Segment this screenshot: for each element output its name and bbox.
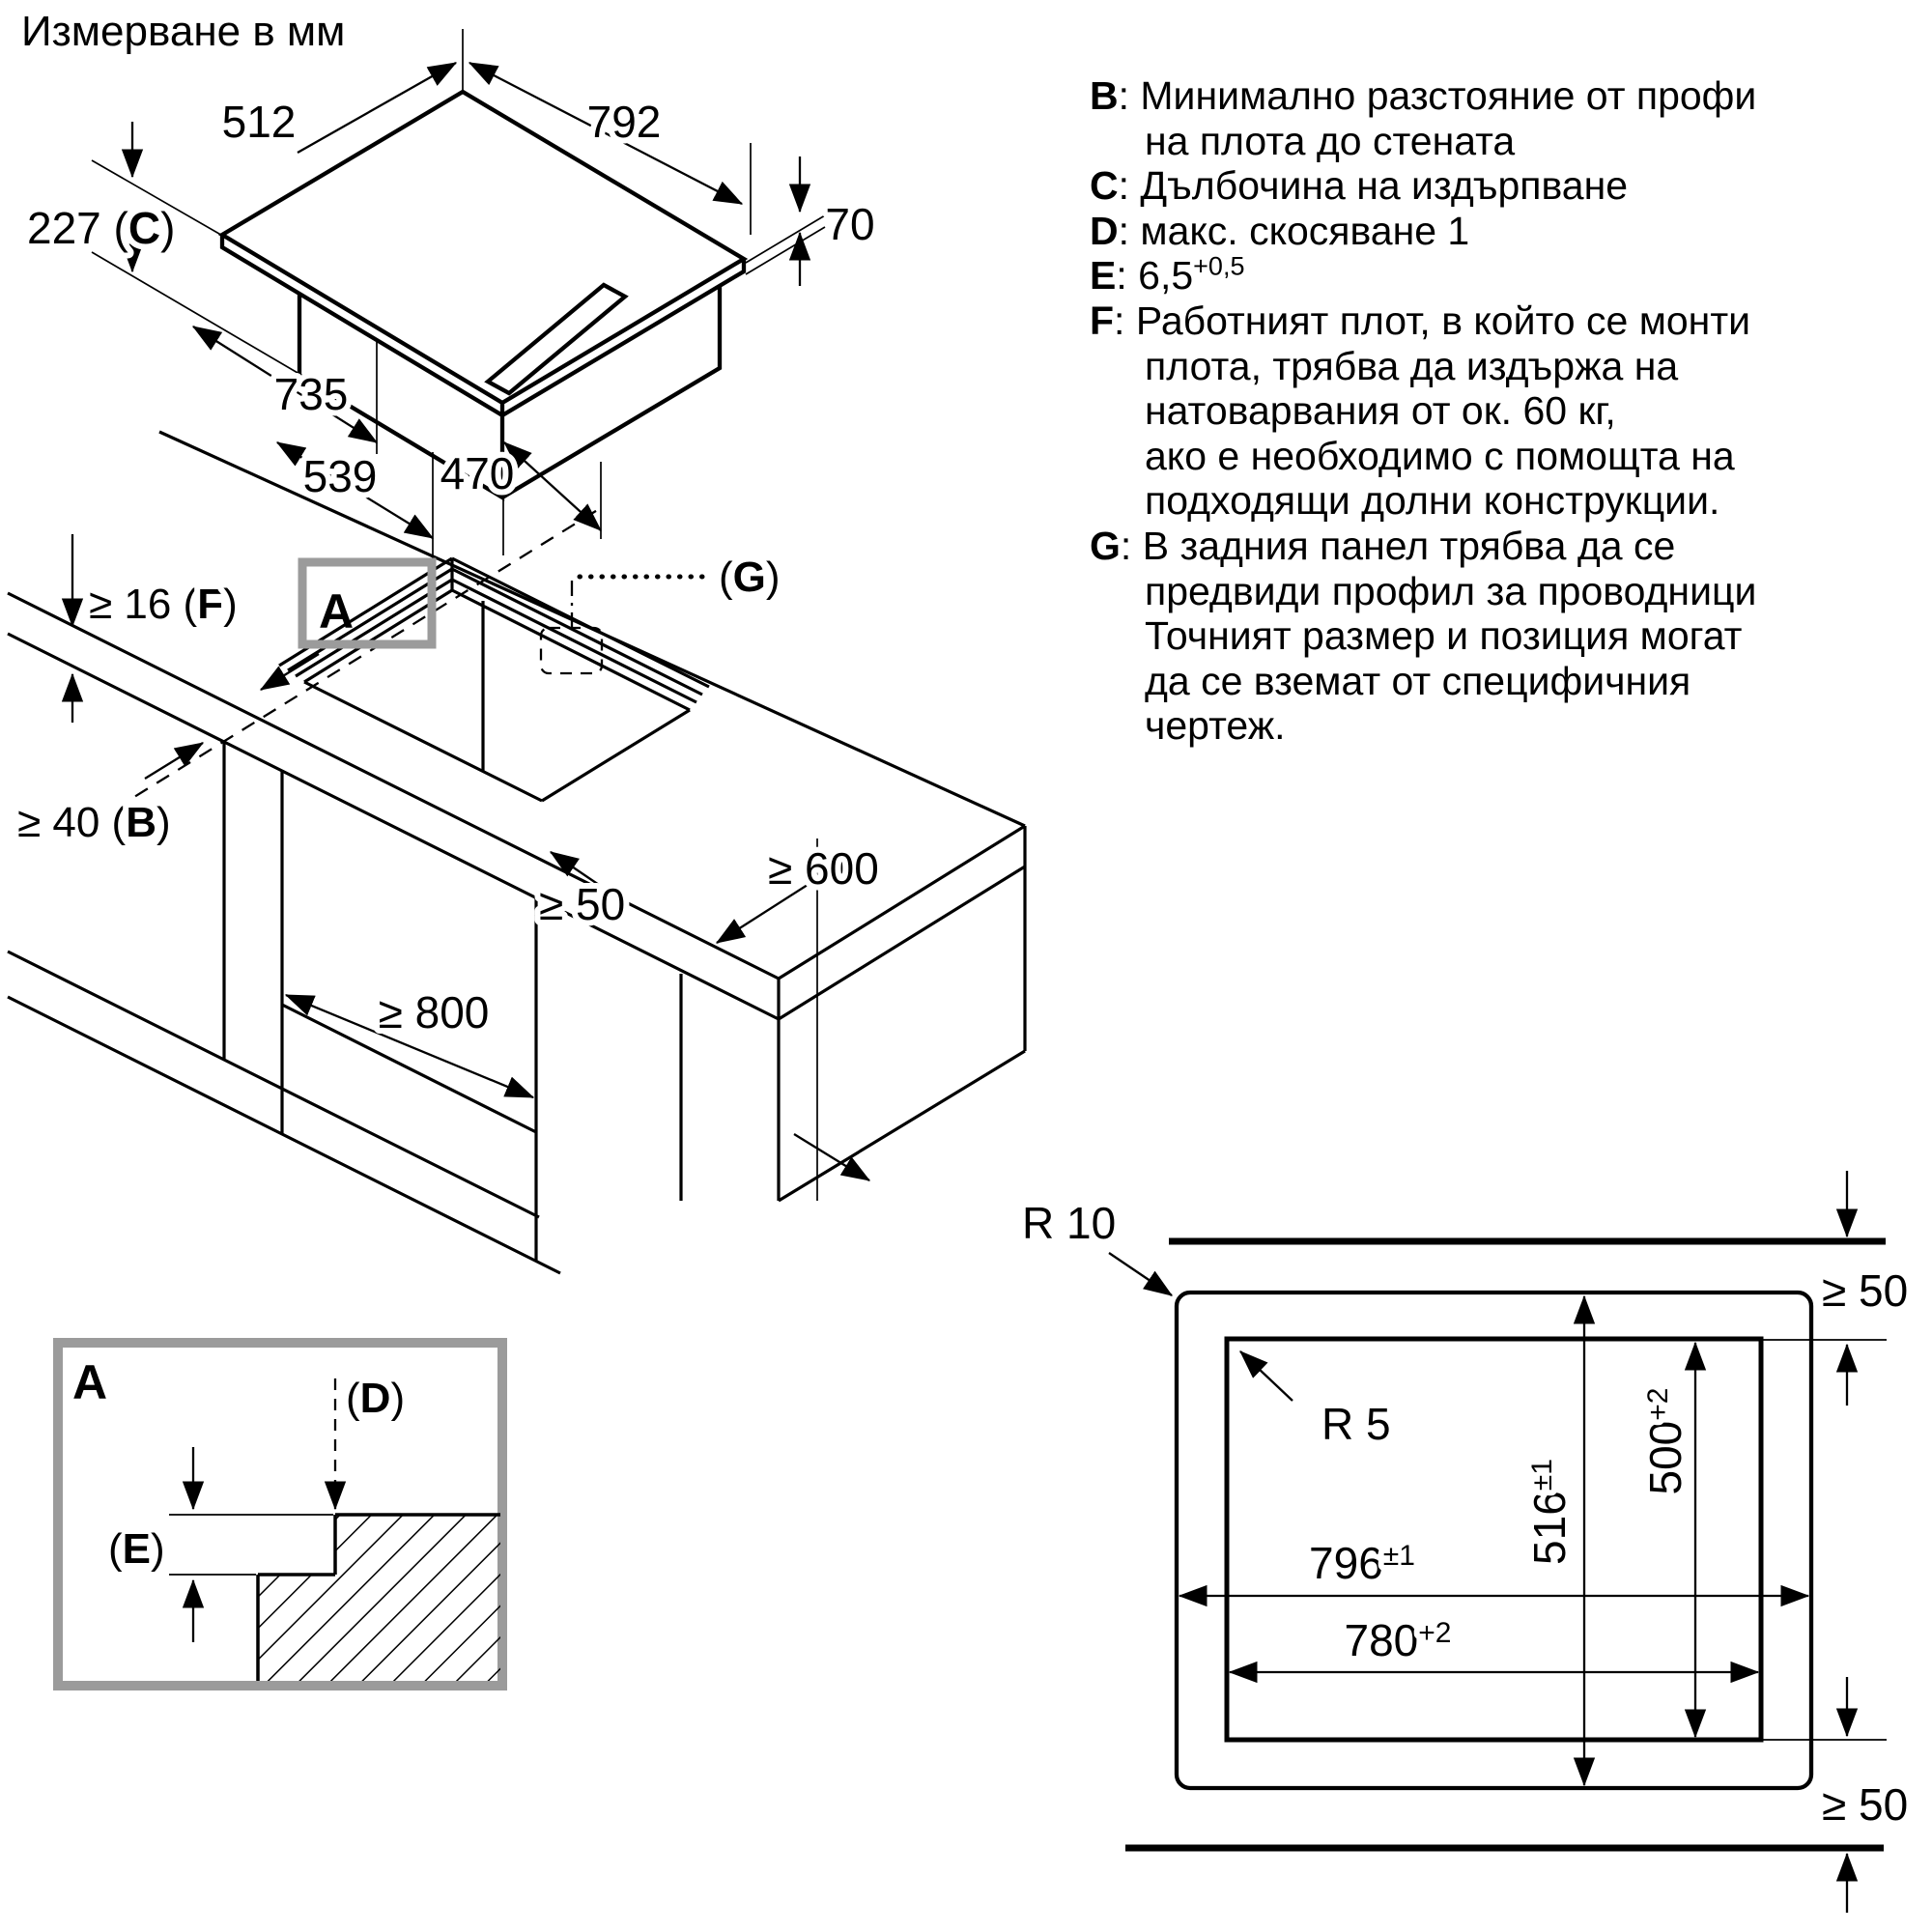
- dim-512-label: 512: [221, 97, 297, 147]
- legend-item-f-cont: плота, трябва да издържа на: [1145, 343, 1679, 388]
- dim-800-label: ≥ 800: [378, 987, 490, 1037]
- legend-item-g-cont: Точният размер и позиция могат: [1145, 613, 1743, 659]
- hob-profile-dashed-line: [114, 509, 599, 810]
- hob-outline: [222, 92, 744, 497]
- dim-470-label: 470: [440, 448, 515, 498]
- dim-70-label: 70: [825, 199, 875, 249]
- detail-a-label: A: [72, 1355, 108, 1409]
- dim-227-label: 227 (C): [27, 203, 176, 253]
- worktop-hatch-lower: [258, 1575, 500, 1681]
- worktop-hatch-upper: [335, 1515, 500, 1575]
- dim-792-label: 792: [586, 97, 662, 147]
- dim-b40-label: ≥ 40 (B): [17, 799, 171, 846]
- clearance-extension-lines: [1761, 1340, 1887, 1740]
- clearance-50-bottom-label: ≥ 50: [1822, 1779, 1909, 1830]
- legend-item-f-cont: подходящи долни конструкции.: [1145, 478, 1720, 524]
- legend-item-g: G: В задния панел трябва да се: [1090, 523, 1676, 568]
- dim-796-label: $796^{\pm 1}$: [1309, 1538, 1415, 1588]
- radius-10-label: R 10: [1022, 1198, 1117, 1248]
- hob-isometric-diagram: [27, 29, 875, 558]
- detail-a-section: [58, 1343, 502, 1686]
- detail-a-callout-label: A: [319, 584, 355, 639]
- legend-item-d: D: макс. скосяване 1: [1090, 208, 1470, 253]
- dim-539-label: 539: [302, 451, 378, 501]
- clearance-50-top-label: ≥ 50: [1822, 1265, 1909, 1316]
- hob-outer-outline: [1177, 1293, 1811, 1788]
- legend-item-f-cont: ако е необходимо с помощта на: [1145, 433, 1735, 478]
- wall-lines: [1125, 1241, 1886, 1848]
- d-label: (D): [346, 1375, 406, 1422]
- legend-item-f-cont: натоварвания от ок. 60 кг,: [1145, 388, 1616, 434]
- legend-item-b: B: Минимално разстояние от профи: [1090, 73, 1757, 118]
- worktop-cabinet-diagram: [8, 432, 1025, 1273]
- radius-5-label: R 5: [1321, 1399, 1391, 1449]
- e-label: (E): [108, 1525, 165, 1573]
- e-reference-lines: [169, 1515, 333, 1575]
- legend-item-c: C: Дълбочина на издърпване: [1090, 163, 1629, 209]
- legend-item-e: E: $6,5^{+0,5}$: [1090, 251, 1245, 298]
- dim-f16-label: ≥ 16 (F): [89, 581, 238, 628]
- legend: [1090, 73, 1932, 749]
- cutout-plan-diagram: [1022, 1171, 1908, 1913]
- dim-735-label: 735: [273, 369, 349, 419]
- dim-600-label: ≥ 600: [768, 843, 879, 894]
- dim-516-label: $516^{\pm 1}$: [1524, 1459, 1575, 1565]
- legend-item-b-cont: на плота до стената: [1145, 118, 1516, 163]
- dim-780-label: $780^{+2}$: [1344, 1615, 1452, 1665]
- worktop-dimension-arrows: [72, 534, 869, 1180]
- g-label: (G): [719, 554, 781, 601]
- cutout-rectangle: [1227, 1339, 1761, 1740]
- page-title: Измерване в мм: [21, 8, 346, 55]
- dim-500-label: $500^{+2}$: [1640, 1387, 1690, 1495]
- legend-item-f: F: Работният плот, в който се монти: [1090, 298, 1751, 343]
- vent-slot: [488, 285, 625, 393]
- legend-item-g-cont: да се вземат от специфичния: [1145, 658, 1691, 703]
- cutout-dimension-arrows: [1109, 1171, 1847, 1913]
- legend-item-g-cont: чертеж.: [1145, 703, 1286, 749]
- dim-50-label: ≥ 50: [539, 879, 626, 929]
- legend-item-g-cont: предвиди профил за проводници: [1145, 568, 1757, 613]
